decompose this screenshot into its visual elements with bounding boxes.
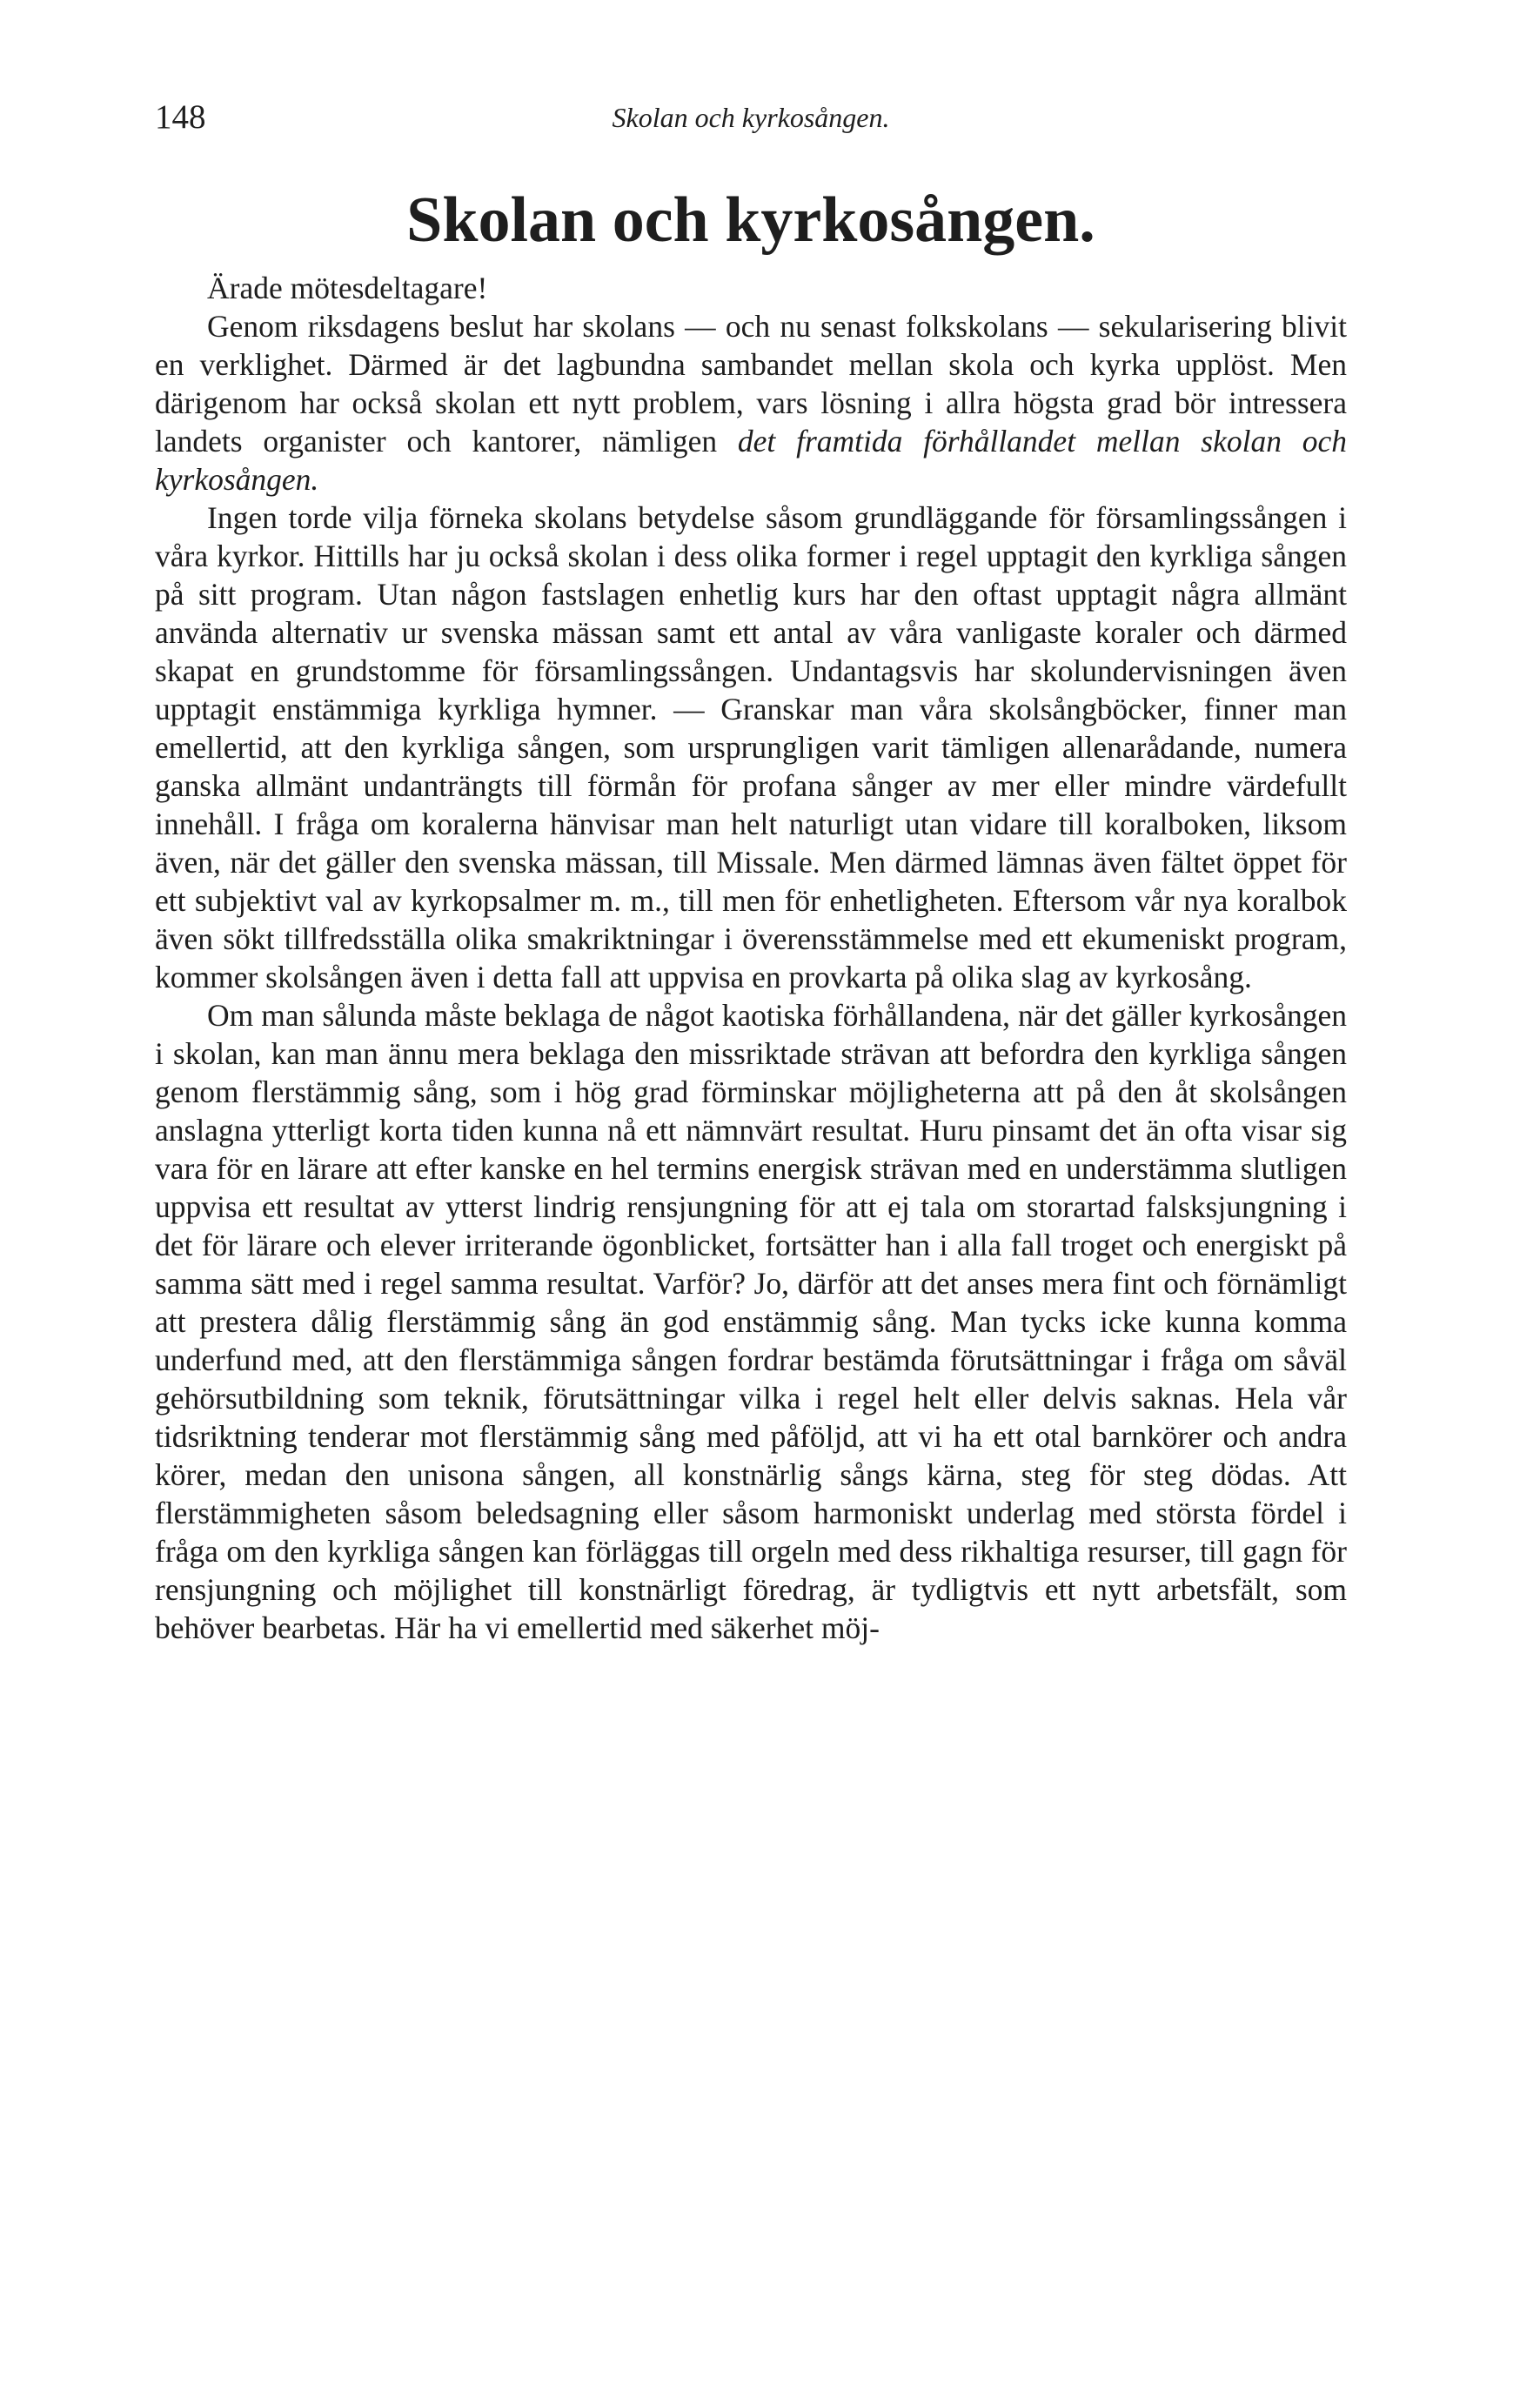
paragraph-1-text: Genom riksdagens beslut har skolans — och nu senast folkskolans — sekularisering blivit en verklighet. Därmed är det lagbundna sambandet mellan skola och kyrka upplöst. Men därigenom har också skolan ett nytt problem, vars lösning i allra högsta grad bör intressera landets organister och kantorer, nämligen bbox=[155, 309, 1347, 459]
document-page bbox=[155, 91, 1347, 2319]
article-title: Skolan och kyrkosången. bbox=[406, 184, 1095, 256]
paragraph-1-emphasis: det framtida förhållandet mellan skolan och kyrkosången. bbox=[155, 424, 1347, 497]
page-number: 148 bbox=[155, 98, 206, 136]
running-header bbox=[155, 91, 1347, 144]
article-body bbox=[155, 269, 1347, 1647]
paragraph-1 bbox=[155, 307, 1347, 499]
paragraph-3: Om man sålunda måste beklaga de något kaotiska förhållandena, när det gäller kyrkosången i skolan, kan man ännu mera beklaga den missriktade strävan att befordra den kyrkliga sången genom flerstämmig sång, som i hög grad förminskar möjligheterna att på den åt skolsången anslagna ytterligt korta tiden kunna nå ett nämnvärt resultat. Huru pinsamt det än ofta visar sig vara för en lärare att efter kanske en hel termins energisk strävan med en understämma slutligen uppvisa ett resultat av ytterst lindrig rensjungning för att ej tala om storartad falsksjungning i det för lärare och elever irriterande ögonblicket, fortsätter han i alla fall troget och energiskt på samma sätt med i regel samma resultat. Varför? Jo, därför att det anses mera fint och förnämligt att prestera dålig flerstämmig sång än god enstämmig sång. Man tycks icke kunna komma underfund med, att den flerstämmiga sången fordrar bestämda förutsättningar i fråga om såväl gehörsutbildning som teknik, förutsättningar vilka i regel helt eller delvis saknas. Hela vår tidsriktning tenderar mot flerstämmig sång med påföljd, att vi ha ett otal barnkörer och andra körer, medan den unisona sången, all konstnärlig sångs kärna, steg för steg dödas. Att flerstämmigheten såsom beledsagning eller såsom harmoniskt underlag med största fördel i fråga om den kyrkliga sången kan förläggas till orgeln med dess rikhaltiga resurser, till gagn för rensjungning och möjlighet till konstnärligt föredrag, är tydligtvis ett nytt arbetsfält, som behöver bearbetas. Här ha vi emellertid med säkerhet möj- bbox=[155, 998, 1347, 1645]
salutation: Ärade mötesdeltagare! bbox=[207, 271, 488, 305]
running-title: Skolan och kyrkosången. bbox=[612, 102, 890, 133]
paragraph-2: Ingen torde vilja förneka skolans betydelse såsom grundläggande för församlingssången i våra kyrkor. Hittills har ju också skolan i dess olika former i regel upptagit den kyrkliga sången på sitt program. Utan någon fastslagen enhetlig kurs har den oftast upptagit några allmänt använda alternativ ur svenska mässan samt ett antal av våra vanligaste koraler och därmed skapat en grundstomme för församlingssången. Undantagsvis har skolundervisningen även upptagit enstämmiga kyrkliga hymner. — Granskar man våra skolsångböcker, finner man emellertid, att den kyrkliga sången, som ursprungligen varit tämligen allenarådande, numera ganska allmänt undanträngts till förmån för profana sånger av mer eller mindre värdefullt innehåll. I fråga om koralerna hänvisar man helt naturligt utan vidare till koralboken, liksom även, när det gäller den svenska mässan, till Missale. Men därmed lämnas även fältet öppet för ett subjektivt val av kyrkopsalmer m. m., till men för enhetligheten. Eftersom vår nya koralbok även sökt tillfredsställa olika smakriktningar i överensstämmelse med ett ekumeniskt program, kommer skolsången även i detta fall att uppvisa en provkarta på olika slag av kyrkosång. bbox=[155, 500, 1347, 994]
